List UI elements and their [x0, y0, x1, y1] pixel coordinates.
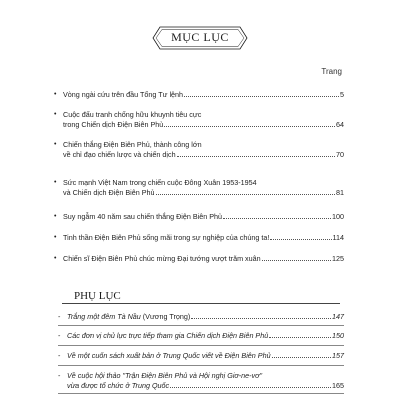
dot-leader: [270, 238, 331, 240]
bullet-icon: •: [54, 255, 57, 262]
bullet-icon: •: [54, 213, 57, 220]
bullet-icon: •: [54, 141, 57, 148]
appendix-entry-title-cont: vừa được tổ chức ở Trung Quốc: [67, 381, 170, 390]
toc-entry-page: 5: [340, 90, 344, 99]
row-divider: [58, 325, 344, 326]
bullet-icon: •: [54, 234, 57, 241]
toc-entry-title: Cuộc đấu tranh chống hữu khuynh tiêu cực: [63, 110, 202, 119]
toc-entry-title-cont: trong Chiến dịch Điện Biên Phủ: [63, 120, 164, 129]
appendix-entry-title: Về cuộc hội thảo "Trận Điện Biên Phủ và Hội nghị Giơ-ne-vơ": [67, 371, 263, 380]
appendix-entry-title: [67, 312, 190, 322]
toc-entry-title-cont: và Chiến dịch Điện Biên Phủ: [63, 188, 155, 197]
appendix-entry-title: Các đơn vị chủ lực trực tiếp tham gia Chiến dịch Điện Biên Phủ: [67, 331, 269, 340]
dot-leader: [191, 317, 331, 319]
toc-entry-page: 64: [336, 120, 344, 129]
dash-marker: -: [58, 331, 61, 340]
toc-entry-title: Suy ngẫm 40 năm sau chiến thắng Điện Biên Phủ: [63, 212, 223, 221]
row-divider: [58, 345, 344, 346]
toc-entry-page: 125: [332, 254, 344, 263]
appendix-entry[interactable]: [58, 351, 344, 361]
page-column-label: Trang: [321, 67, 342, 76]
appendix-entry[interactable]: [58, 331, 344, 341]
heading-frame: [150, 24, 250, 52]
toc-entry-title: Chiến sĩ Điện Biên Phủ chúc mừng Đại tướng vượt trăm xuân: [63, 254, 261, 263]
appendix-entry-credit: (Vương Trọng): [140, 312, 191, 321]
bullet-icon: •: [54, 91, 57, 98]
toc-entry[interactable]: [54, 254, 344, 264]
toc-entry[interactable]: [54, 90, 344, 100]
dash-marker: -: [58, 351, 61, 360]
toc-entry-title: Chiến thắng Điện Biên Phủ, thành công lớn: [63, 140, 202, 149]
toc-entry-title: Tinh thần Điện Biên Phủ sống mãi trong sự nghiệp của chúng ta!: [63, 233, 270, 242]
appendix-entry[interactable]: [58, 371, 344, 391]
toc-entry[interactable]: [54, 110, 344, 130]
toc-entry-title: Sức mạnh Việt Nam trong chiến cuộc Đông Xuân 1953-1954: [63, 178, 257, 187]
toc-entry[interactable]: [54, 233, 344, 243]
page-title: MỤC LỤC: [171, 30, 229, 44]
appendix-entry-title-italic: Trắng một đêm Tà Nầu: [67, 312, 141, 321]
toc-entry-title: Vòng ngài cứu trên đầu Tổng Tư lệnh: [63, 90, 184, 99]
appendix-entry-page: 157: [332, 351, 344, 360]
appendix-entry-page: 150: [332, 331, 344, 340]
toc-entry-page: 100: [332, 212, 344, 221]
dot-leader: [177, 155, 335, 157]
dot-leader: [156, 193, 336, 195]
appendix-entry-page: 147: [332, 312, 344, 321]
toc-entry-title-cont: về chỉ đạo chiến lược và chiến dịch: [63, 150, 176, 159]
dot-leader: [164, 125, 335, 127]
row-divider: [58, 365, 344, 366]
dash-marker: -: [58, 312, 61, 321]
dot-leader: [223, 217, 331, 219]
dot-leader: [262, 259, 331, 261]
dot-leader: [272, 356, 331, 358]
appendix-heading: PHỤ LỤC: [74, 290, 121, 302]
dot-leader: [184, 95, 339, 97]
appendix-entry[interactable]: [58, 312, 344, 322]
bullet-icon: •: [54, 179, 57, 186]
bullet-icon: •: [54, 111, 57, 118]
toc-entry-page: 70: [336, 150, 344, 159]
dot-leader: [269, 336, 331, 338]
appendix-entry-title: Về một cuốn sách xuất bản ở Trung Quốc viết về Điện Biên Phủ: [67, 351, 271, 360]
row-divider: [58, 393, 344, 394]
dash-marker: -: [58, 371, 61, 380]
toc-entry[interactable]: [54, 178, 344, 198]
dot-leader: [170, 386, 331, 388]
appendix-entry-page: 165: [332, 381, 344, 390]
toc-entry-page: 81: [336, 188, 344, 197]
toc-entry[interactable]: [54, 212, 344, 222]
toc-entry-page: 114: [332, 233, 344, 242]
appendix-heading-rule: [62, 303, 340, 304]
toc-entry[interactable]: [54, 140, 344, 160]
